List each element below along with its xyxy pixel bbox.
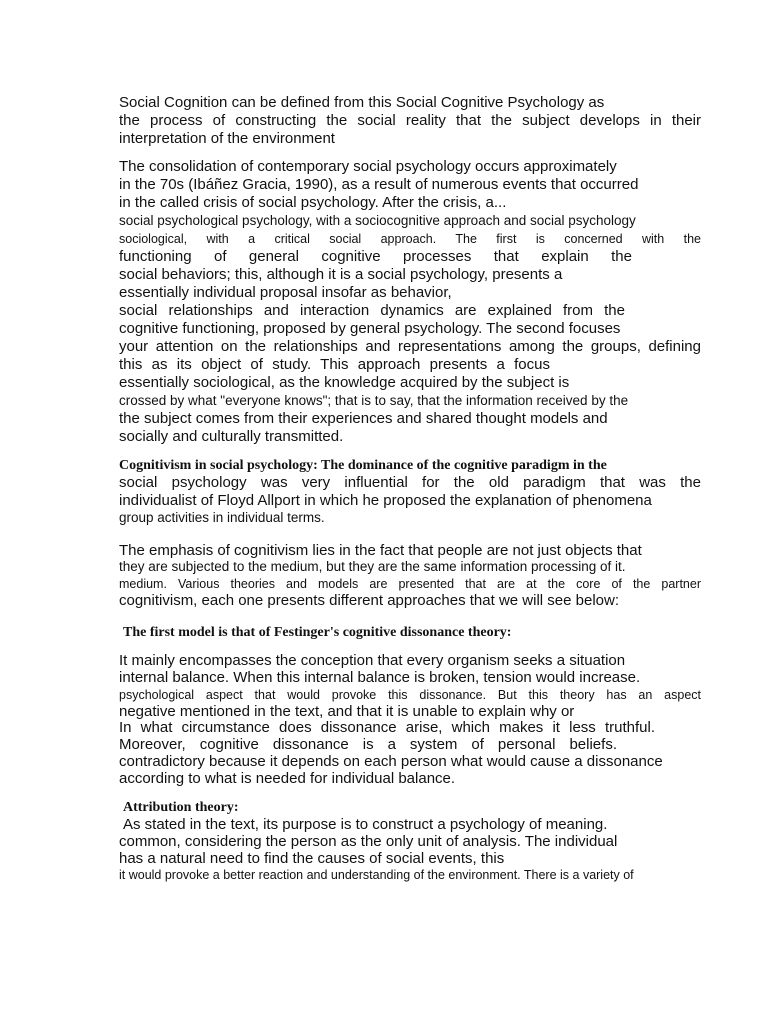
paragraph-1-line: interpretation of the environment (119, 130, 335, 147)
paragraph-5-line: negative mentioned in the text, and that it is unable to explain why or (119, 703, 575, 720)
paragraph-2-line: sociological, with a critical social approach. The first is concerned with the (119, 232, 701, 246)
paragraph-2-line: socially and culturally transmitted. (119, 428, 344, 445)
section-heading-attribution: Attribution theory: (123, 800, 239, 815)
paragraph-2-line: social behaviors; this, although it is a social psychology, presents a (119, 266, 563, 283)
paragraph-2-line: in the 70s (Ibáñez Gracia, 1990), as a result of numerous events that occurred (119, 176, 639, 193)
paragraph-6-line: As stated in the text, its purpose is to construct a psychology of meaning. (123, 816, 608, 833)
section-heading-festinger: The first model is that of Festinger's cognitive dissonance theory: (123, 625, 512, 640)
paragraph-2-line: social psychological psychology, with a sociocognitive approach and social psychology (119, 213, 636, 228)
section-heading-cognitivism: Cognitivism in social psychology: The dominance of the cognitive paradigm in the (119, 458, 607, 473)
paragraph-4-line: cognitivism, each one presents different approaches that we will see below: (119, 592, 620, 609)
paragraph-2-line: cognitive functioning, proposed by general psychology. The second focuses (119, 320, 621, 337)
paragraph-1-line: the process of constructing the social reality that the subject develops in their (119, 112, 701, 129)
paragraph-2-line: The consolidation of contemporary social psychology occurs approximately (119, 158, 617, 175)
paragraph-5-line: according to what is needed for individual balance. (119, 770, 456, 787)
paragraph-2-line: in the called crisis of social psychology. After the crisis, a... (119, 194, 507, 211)
paragraph-5-line: internal balance. When this internal balance is broken, tension would increase. (119, 669, 641, 686)
paragraph-4-line: The emphasis of cognitivism lies in the fact that people are not just objects that (119, 542, 642, 559)
paragraph-4-line: medium. Various theories and models are presented that are at the core of the partner (119, 577, 701, 591)
paragraph-4-line: they are subjected to the medium, but they are the same information processing of it. (119, 559, 626, 574)
paragraph-2-line: essentially individual proposal insofar as behavior, (119, 284, 452, 301)
paragraph-5-line: contradictory because it depends on each person what would cause a dissonance (119, 753, 663, 770)
paragraph-2-line: crossed by what "everyone knows"; that is to say, that the information received by the (119, 393, 629, 408)
paragraph-2-line: social relationships and interaction dynamics are explained from the (119, 302, 625, 319)
paragraph-3-line: social psychology was very influential for the old paradigm that was the (119, 474, 701, 491)
paragraph-6-line: has a natural need to find the causes of social events, this (119, 850, 505, 867)
paragraph-5-line: In what circumstance does dissonance arise, which makes it less truthful. (119, 719, 655, 736)
paragraph-2-line: this as its object of study. This approach presents a focus (119, 356, 550, 373)
paragraph-3-line: group activities in individual terms. (119, 510, 325, 525)
paragraph-2-line: the subject comes from their experiences and shared thought models and (119, 410, 608, 427)
paragraph-2-line: functioning of general cognitive processes that explain the (119, 248, 632, 265)
paragraph-1-line: Social Cognition can be defined from this Social Cognitive Psychology as (119, 94, 605, 111)
paragraph-6-line: it would provoke a better reaction and understanding of the environment. There is a variety of (119, 868, 634, 882)
paragraph-6-line: common, considering the person as the only unit of analysis. The individual (119, 833, 618, 850)
paragraph-5-line: Moreover, cognitive dissonance is a system of personal beliefs. (119, 736, 617, 753)
paragraph-3-line: individualist of Floyd Allport in which he proposed the explanation of phenomena (119, 492, 652, 509)
paragraph-5-line: It mainly encompasses the conception that every organism seeks a situation (119, 652, 626, 669)
paragraph-2-line: your attention on the relationships and representations among the groups, defining (119, 338, 701, 355)
paragraph-5-line: psychological aspect that would provoke this dissonance. But this theory has an aspect (119, 688, 701, 702)
paragraph-2-line: essentially sociological, as the knowledge acquired by the subject is (119, 374, 570, 391)
